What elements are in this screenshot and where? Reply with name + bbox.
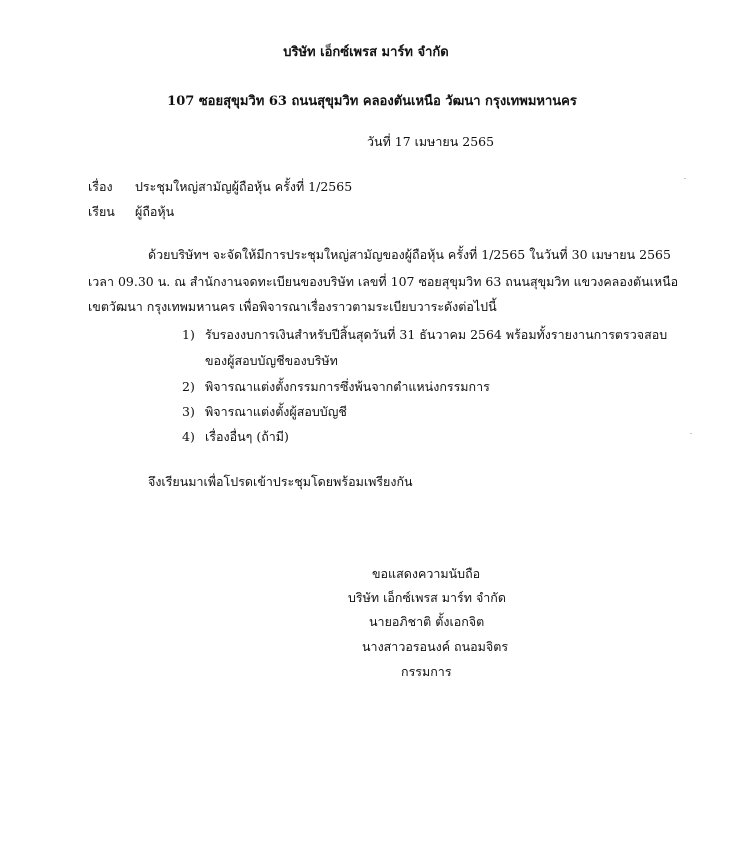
agenda-text: พิจารณาแต่งตั้งผู้สอบบัญชี — [205, 404, 347, 419]
scan-speck — [684, 178, 686, 179]
company-name: บริษัท เอ็กซ์เพรส มาร์ท จำกัด — [283, 45, 449, 60]
scan-speck — [690, 433, 692, 434]
recipient-label: เรียน — [88, 204, 115, 219]
agenda-text: เรื่องอื่นๆ (ถ้ามี) — [205, 429, 289, 444]
agenda-item-3 — [182, 404, 347, 420]
agenda-number: 1) — [182, 327, 195, 342]
agenda-item-2 — [182, 379, 490, 395]
agenda-number: 3) — [182, 404, 195, 419]
agenda-item-4 — [182, 429, 289, 445]
regards-text: ขอแสดงความนับถือ — [372, 566, 481, 581]
body-line-2: เวลา 09.30 น. ณ สำนักงานจดทะเบียนของบริษัท เลขที่ 107 ซอยสุขุมวิท 63 ถนนสุขุมวิท แขวงคลองตันเหนือ — [88, 274, 679, 289]
subject-text: ประชุมใหญ่สามัญผู้ถือหุ้น ครั้งที่ 1/2565 — [135, 179, 353, 194]
agenda-number: 2) — [182, 379, 195, 394]
agenda-number: 4) — [182, 429, 195, 444]
recipient-text: ผู้ถือหุ้น — [135, 204, 175, 219]
subject-label: เรื่อง — [88, 179, 113, 194]
company-address: 107 ซอยสุขุมวิท 63 ถนนสุขุมวิท คลองตันเหนือ วัฒนา กรุงเทพมหานคร — [167, 94, 577, 109]
agenda-item-1-continuation: ของผู้สอบบัญชีของบริษัท — [205, 353, 338, 368]
body-line-1: ด้วยบริษัทฯ จะจัดให้มีการประชุมใหญ่สามัญของผู้ถือหุ้น ครั้งที่ 1/2565 ในวันที่ 30 เมษายน 2565 — [148, 247, 671, 262]
recipient-line — [88, 204, 174, 220]
signature-company: บริษัท เอ็กซ์เพรส มาร์ท จำกัด — [348, 590, 506, 605]
agenda-text: รับรองงบการเงินสำหรับปีสิ้นสุดวันที่ 31 ธันวาคม 2564 พร้อมทั้งรายงานการตรวจสอบ — [205, 327, 668, 342]
agenda-text: พิจารณาแต่งตั้งกรรมการซึ่งพ้นจากตำแหน่งกรรมการ — [205, 379, 490, 394]
closing-sentence: จึงเรียนมาเพื่อโปรดเข้าประชุมโดยพร้อมเพรียงกัน — [148, 474, 413, 489]
body-line-3: เขตวัฒนา กรุงเทพมหานคร เพื่อพิจารณาเรื่องราวตามระเบียบวาระดังต่อไปนี้ — [88, 299, 497, 314]
signer-name-1: นายอภิชาติ ตั้งเอกจิต — [369, 614, 485, 629]
subject-line — [88, 179, 352, 195]
letter-date: วันที่ 17 เมษายน 2565 — [367, 134, 495, 149]
signer-name-2: นางสาวอรอนงค์ ถนอมจิตร — [362, 639, 509, 654]
agenda-item-1 — [182, 327, 667, 343]
signer-title: กรรมการ — [401, 664, 452, 679]
